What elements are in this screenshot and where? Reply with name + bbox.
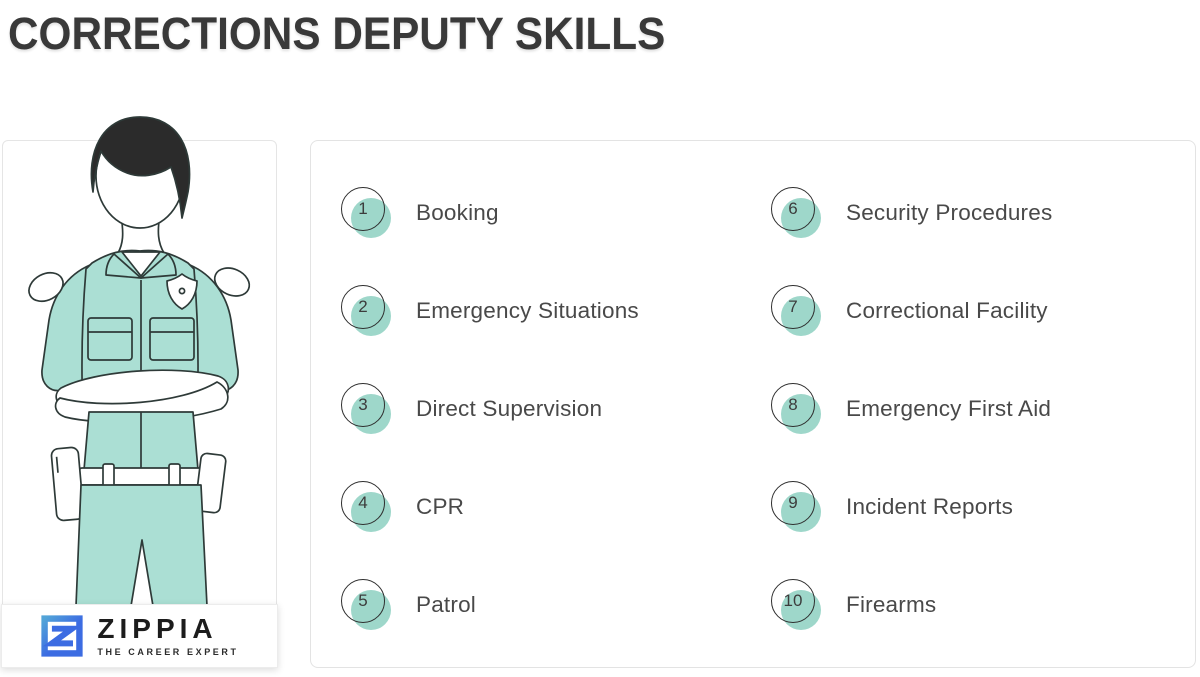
badge-number: 8	[771, 383, 815, 427]
skill-item-5	[341, 579, 639, 631]
skill-item-4	[341, 481, 639, 533]
skill-item-2	[341, 285, 639, 337]
skill-label: Booking	[416, 200, 499, 225]
skill-label: Correctional Facility	[846, 298, 1048, 323]
badge-number: 1	[341, 187, 385, 231]
badge-number: 9	[771, 481, 815, 525]
skill-number-badge	[341, 285, 393, 337]
skill-label: Emergency First Aid	[846, 396, 1052, 421]
skill-label: Security Procedures	[846, 200, 1053, 225]
skill-number-badge	[341, 579, 393, 631]
badge-number: 2	[341, 285, 385, 329]
skill-label: Patrol	[416, 592, 476, 617]
skill-label: Direct Supervision	[416, 396, 603, 421]
zippia-tagline: THE CAREER EXPERT	[97, 647, 239, 657]
badge-number: 10	[771, 579, 815, 623]
skill-label: CPR	[416, 494, 465, 519]
skill-number-badge	[341, 187, 393, 239]
zippia-logo	[1, 604, 278, 668]
skill-item-6	[771, 187, 1052, 239]
skill-item-9	[771, 481, 1052, 533]
page-title: CORRECTIONS DEPUTY SKILLS	[8, 8, 666, 59]
skill-number-badge	[771, 383, 823, 435]
badge-number: 3	[341, 383, 385, 427]
zippia-wordmark: ZIPPIA	[97, 613, 218, 644]
skill-number-badge	[771, 481, 823, 533]
skill-item-10	[771, 579, 1052, 631]
skills-card	[310, 140, 1196, 668]
skill-number-badge	[771, 579, 823, 631]
badge-number: 7	[771, 285, 815, 329]
badge-number: 4	[341, 481, 385, 525]
skills-column-left	[341, 187, 639, 677]
skill-item-8	[771, 383, 1052, 435]
skill-item-7	[771, 285, 1052, 337]
skill-number-badge	[771, 285, 823, 337]
skill-number-badge	[341, 383, 393, 435]
skills-column-right	[771, 187, 1052, 677]
zippia-logo-icon	[40, 614, 84, 658]
skill-label: Firearms	[846, 592, 937, 617]
skill-label: Emergency Situations	[416, 298, 639, 323]
badge-number: 5	[341, 579, 385, 623]
skill-label: Incident Reports	[846, 494, 1014, 519]
skill-item-3	[341, 383, 639, 435]
skill-number-badge	[341, 481, 393, 533]
corrections-deputy-illustration	[1, 112, 277, 606]
skill-number-badge	[771, 187, 823, 239]
skill-item-1	[341, 187, 639, 239]
badge-number: 6	[771, 187, 815, 231]
